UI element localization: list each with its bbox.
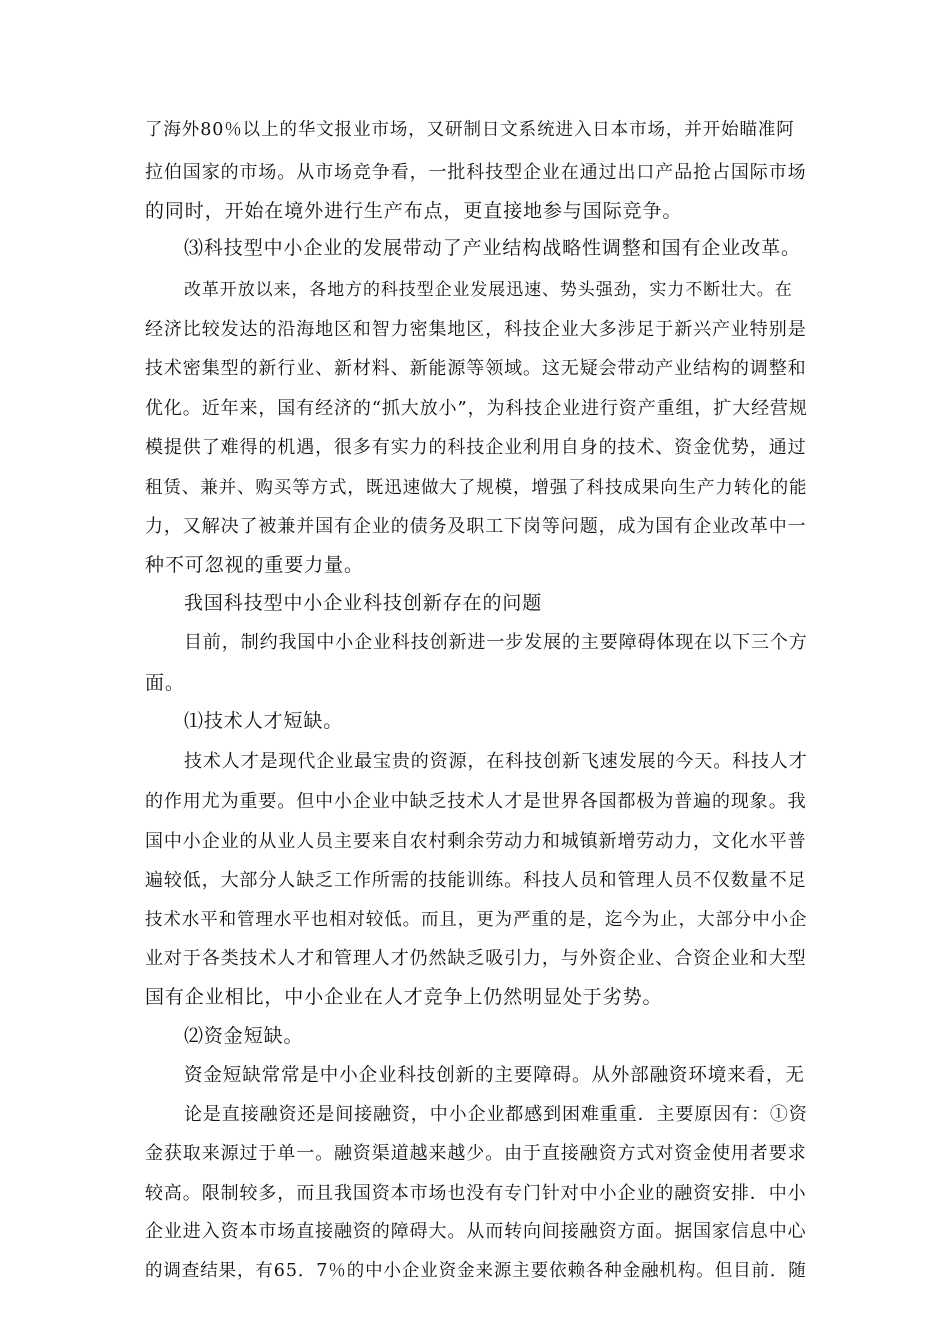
text-line: 租赁、兼并、购买等方式，既迅速做大了规模，增强了科技成果向生产力转化的能 bbox=[145, 478, 808, 498]
text-line: 拉伯国家的市场。从市场竞争看，一批科技型企业在通过出口产品抢占国际市场 bbox=[145, 162, 807, 183]
text-line: 的同时，开始在境外进行生产布点，更直接地参与国际竞争。 bbox=[145, 200, 683, 222]
text-line: 技术人才是现代企业最宝贵的资源，在科技创新飞速发展的今天。科技人才 bbox=[184, 751, 808, 772]
text-line: 国有企业相比，中小企业在人才竞争上仍然明显处于劣势。 bbox=[145, 986, 663, 1008]
text-line: 的作用尤为重要。但中小企业中缺乏技术人才是世界各国都极为普遍的现象。我 bbox=[145, 791, 807, 812]
text-line: 业对于各类技术人才和管理人才仍然缺乏吸引力，与外资企业、合资企业和大型 bbox=[145, 948, 807, 969]
text-line: 的调查结果，有65．7％的中小企业资金来源主要依赖各种金融机构。但目前．随 bbox=[145, 1261, 807, 1281]
text-line: 优化。近年来，国有经济的“抓大放小”，为科技企业进行资产重组，扩大经营规 bbox=[145, 398, 808, 419]
text-line: 经济比较发达的沿海地区和智力密集地区，科技企业大多涉足于新兴产业特别是 bbox=[145, 319, 807, 340]
text-line: 企业进入资本市场直接融资的障碍大。从而转向间接融资方面。据国家信息中心 bbox=[145, 1221, 807, 1242]
text-line: 国中小企业的从业人员主要来自农村剩余劳动力和城镇新增劳动力，文化水平普 bbox=[145, 831, 807, 852]
text-line: 论是直接融资还是间接融资，中小企业都感到困难重重．主要原因有：①资 bbox=[184, 1104, 808, 1125]
text-line: 较高。限制较多，而且我国资本市场也没有专门针对中小企业的融资安排．中小 bbox=[145, 1183, 807, 1204]
subheading: ⑴技术人才短缺。 bbox=[184, 710, 344, 732]
section-heading: 我国科技型中小企业科技创新存在的问题 bbox=[184, 592, 543, 614]
text-line: 模提供了难得的机遇，很多有实力的科技企业利用自身的技术、资金优势，通过 bbox=[145, 437, 807, 458]
text-line: 技术密集型的新行业、新材料、新能源等领域。这无疑会带动产业结构的调整和 bbox=[145, 358, 807, 379]
text-line: 改革开放以来，各地方的科技型企业发展迅速、势头强劲，实力不断壮大。在 bbox=[184, 280, 793, 300]
text-line: 金获取来源过于单一。融资渠道越来越少。由于直接融资方式对资金使用者要求 bbox=[145, 1143, 807, 1164]
text-line: 资金短缺常常是中小企业科技创新的主要障碍。从外部融资环境来看，无 bbox=[184, 1065, 805, 1086]
text-line: 目前，制约我国中小企业科技创新进一步发展的主要障碍体现在以下三个方 bbox=[184, 632, 808, 653]
subheading: ⑵资金短缺。 bbox=[184, 1025, 304, 1047]
text-line: 种不可忽视的重要力量。 bbox=[145, 554, 364, 576]
text-line: 力，又解决了被兼并国有企业的债务及职工下岗等问题，成为国有企业改革中一 bbox=[145, 516, 807, 537]
text-line: 面。 bbox=[145, 672, 185, 694]
text-line: 了海外80％以上的华文报业市场，又研制日文系统进入日本市场，并开始瞄准阿 bbox=[145, 120, 795, 140]
text-line: 技术水平和管理水平也相对较低。而且，更为严重的是，迄今为止，大部分中小企 bbox=[145, 910, 808, 930]
text-line: 遍较低，大部分人缺乏工作所需的技能训练。科技人员和管理人员不仅数量不足 bbox=[145, 870, 807, 891]
subheading: ⑶科技型中小企业的发展带动了产业结构战略性调整和国有企业改革。 bbox=[184, 237, 801, 259]
